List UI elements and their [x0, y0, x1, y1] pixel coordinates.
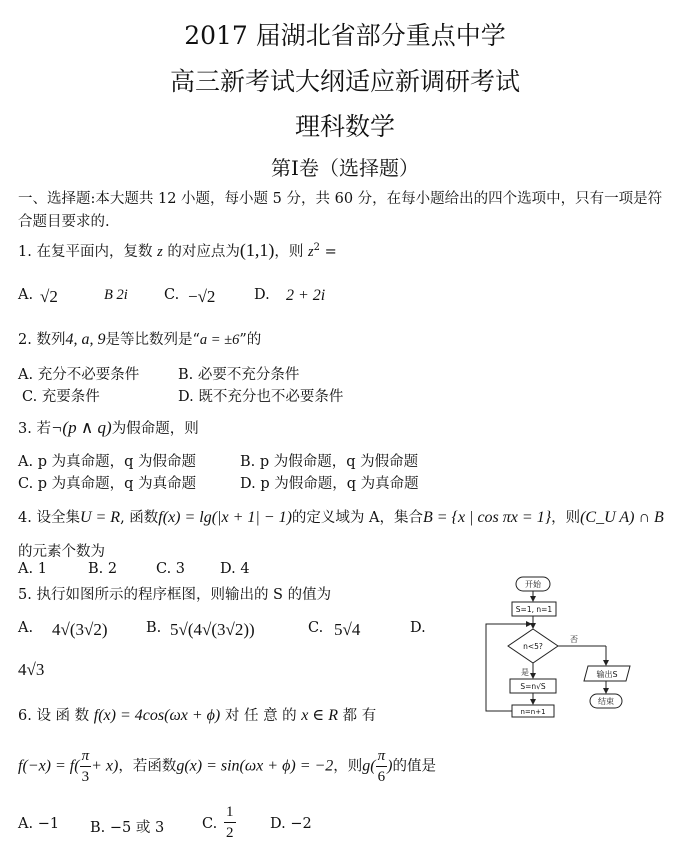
q5-option-b[interactable]: 5√(4√(3√2)) — [170, 620, 255, 639]
q5-option-b-label[interactable]: B. — [146, 620, 162, 636]
q1-mid: 的对应点为 — [167, 244, 240, 260]
flowchart-cond-text: n<5? — [523, 642, 543, 651]
q2-option-a[interactable]: A. 充分不必要条件 — [18, 367, 140, 383]
q3-option-b[interactable]: B. p 为假命题，q 为假命题 — [240, 454, 419, 470]
q5-option-a-label[interactable]: A. — [18, 620, 34, 636]
q4-option-d[interactable]: D. 4 — [220, 561, 250, 577]
q6-line-2 — [18, 746, 436, 787]
q3-option-a[interactable]: A. p 为真命题，q 为假命题 — [18, 454, 196, 470]
flowchart-yes-text: 是 — [521, 668, 529, 677]
q5-option-a[interactable]: 4√(3√2) — [52, 620, 108, 639]
q4-prefix: 4. 设全集 — [18, 510, 80, 526]
q4-line-2: 的元素个数为 — [18, 544, 105, 560]
question-3 — [18, 417, 199, 438]
q4-option-b[interactable]: B. 2 — [88, 561, 118, 577]
q5-option-d-label[interactable]: D. — [410, 620, 426, 636]
q6-g-function: g(x) = sin(ωx + ϕ) = −2 — [176, 757, 334, 775]
q6-function: f(x) = 4cos(ωx + ϕ) — [93, 707, 221, 724]
q4-expr: (C_U A) ∩ B — [580, 509, 664, 526]
q6-prefix: 6. 设 函 数 — [18, 708, 90, 724]
flowchart-assign-text: S=n√S — [520, 682, 546, 691]
question-5: 5. 执行如图所示的程序框图，则输出的 S 的值为 — [18, 587, 332, 603]
question-6 — [18, 704, 376, 725]
q4-set-b: B = {x | cos πx = 1} — [422, 509, 552, 526]
flowchart-end-text: 结束 — [598, 697, 614, 706]
q6-option-c[interactable]: $\frac{1}{2}$ — [226, 804, 234, 841]
q6-line-2-mid: ，若函数 — [118, 758, 177, 775]
q6-mid: 对 任 意 的 — [224, 708, 297, 724]
q1-option-d[interactable]: 2 + 2i — [286, 287, 326, 304]
title-line-2: 高三新考试大纲适应新调研考试 — [169, 67, 520, 96]
q3-prefix: 3. 若 — [18, 421, 51, 437]
question-1: 1. 在复平面内，复数 z 的对应点为(1,1)，则 $z^2$ = — [18, 240, 337, 260]
q1-point: (1,1) — [239, 240, 275, 260]
q1-option-d-label[interactable]: D. — [254, 287, 270, 303]
flowchart-init-text: S=1, n=1 — [515, 605, 553, 614]
q1-prefix: 1. 在复平面内，复数 — [18, 244, 153, 260]
q3-option-d[interactable]: D. p 为假命题，q 为真命题 — [240, 476, 419, 492]
section-heading: 第Ⅰ卷（选择题） — [271, 156, 419, 180]
q3-suffix: 为假命题，则 — [111, 421, 199, 437]
q4-function: f(x) = lg(|x + 1| − 1) — [158, 509, 292, 526]
q1-option-a-label[interactable]: A. — [18, 287, 34, 303]
q2-option-b[interactable]: B. 必要不充分条件 — [178, 367, 300, 383]
q5-option-c-label[interactable]: C. — [308, 620, 324, 636]
q6-fraction-pi-6: $\frac{\pi}{6}$ — [377, 748, 386, 785]
q6-equation-right: + x) — [91, 757, 119, 775]
question-4 — [18, 506, 664, 527]
q4-mid-3: ，则 — [551, 510, 581, 526]
q2-option-c[interactable]: C. 充要条件 — [22, 389, 100, 405]
q6-option-b[interactable]: B. −5 或 3 — [90, 820, 165, 836]
q1-suffix: ，则 — [274, 244, 304, 260]
q6-line-2-end: 的值是 — [392, 758, 436, 775]
q4-option-c[interactable]: C. 3 — [156, 561, 186, 577]
q5-option-c[interactable]: 5√4 — [334, 620, 361, 639]
q1-option-a[interactable]: √2 — [40, 287, 58, 306]
flowchart-start-text: 开始 — [525, 580, 541, 589]
q3-expr: ¬(p ∧ q) — [50, 418, 112, 437]
intro-line-1: 一、选择题:本大题共 12 小题，每小题 5 分，共 60 分，在每小题给出的四个选项中，只有一项是符 — [18, 191, 663, 207]
q2-mid: 是等比数列是“ — [105, 332, 200, 348]
q2-suffix: ”的 — [239, 332, 262, 348]
q1-option-c[interactable]: −√2 — [188, 287, 216, 306]
q4-mid-2: 的定义域为 A，集合 — [291, 510, 423, 526]
q6-option-c-label[interactable]: C. — [202, 816, 218, 832]
program-flowchart — [482, 574, 632, 724]
q6-g-close: ) — [387, 757, 393, 775]
q6-option-d[interactable]: D. −2 — [270, 816, 312, 832]
q6-equation-left: f(−x) = f( — [18, 757, 80, 775]
q4-mid-1: , 函数 — [120, 510, 159, 526]
flowchart-no-text: 否 — [570, 635, 578, 644]
q1-option-c-label[interactable]: C. — [164, 287, 180, 303]
q6-g-open: g( — [362, 757, 376, 775]
title-subject: 理科数学 — [294, 112, 395, 141]
q6-cond: x ∈ R — [301, 707, 339, 724]
q6-then: ，则 — [333, 758, 363, 775]
q4-option-a[interactable]: A. 1 — [18, 561, 47, 577]
title-line-1: 2017 届湖北省部分重点中学 — [184, 21, 506, 50]
q3-option-c[interactable]: C. p 为真命题，q 为真命题 — [18, 476, 197, 492]
q6-suffix: 都 有 — [342, 708, 377, 724]
q2-cond: a = ±6 — [199, 332, 240, 348]
q6-options — [18, 804, 348, 853]
q2-option-d[interactable]: D. 既不充分也不必要条件 — [178, 389, 344, 405]
question-2 — [18, 328, 261, 349]
q2-seq: 4, a, 9 — [65, 331, 106, 348]
q2-prefix: 2. 数列 — [18, 332, 66, 348]
flowchart-incr-text: n=n+1 — [520, 708, 546, 716]
q5-option-d[interactable]: 4√3 — [18, 660, 45, 679]
flowchart-output-text: 输出S — [596, 670, 618, 679]
intro-line-2: 合题目要求的. — [18, 214, 110, 230]
q1-option-b[interactable]: B 2i — [104, 287, 128, 303]
q4-universal-set: U = R — [79, 509, 121, 526]
q6-fraction-pi-3: $\frac{\pi}{3}$ — [81, 748, 90, 785]
q6-option-a[interactable]: A. −1 — [18, 816, 60, 832]
